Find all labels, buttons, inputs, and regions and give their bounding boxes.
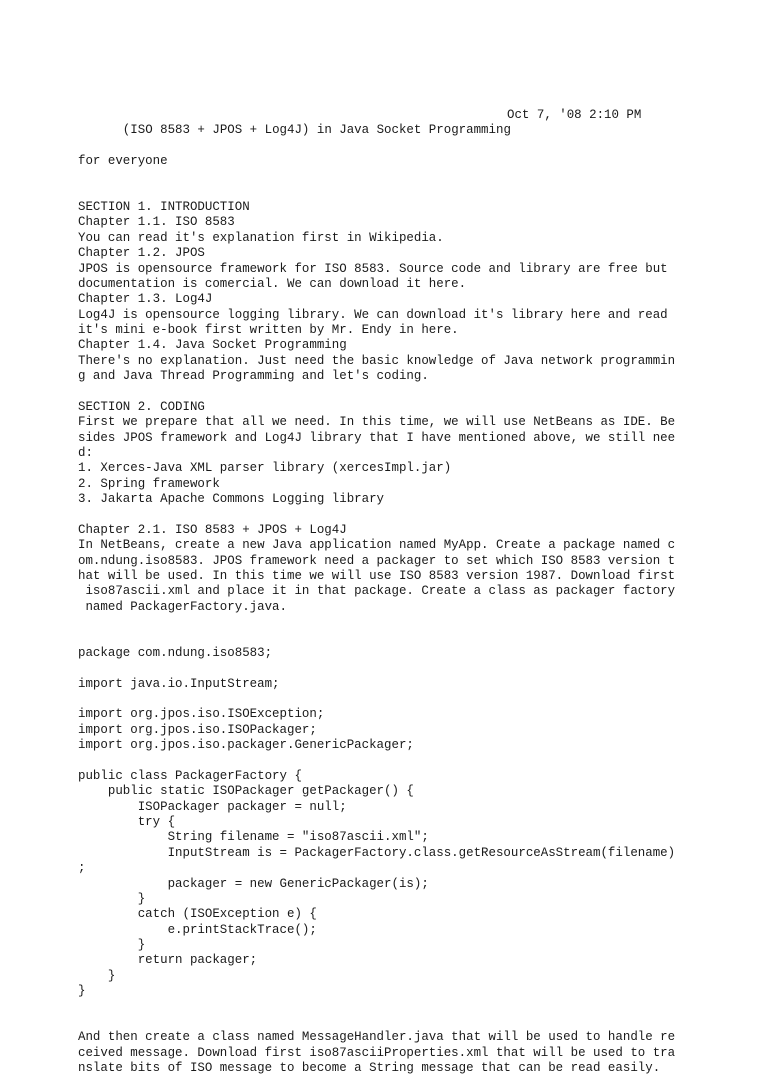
text-line: d: — [78, 446, 93, 460]
text-line — [78, 615, 675, 630]
text-line: 1. Xerces-Java XML parser library (xercesImpl.jar) — [78, 461, 452, 476]
text-line: There's no explanation. Just need the basic knowledge of Java network programmin — [78, 353, 676, 368]
text-line — [78, 754, 675, 769]
text-line: e.printStackTrace(); — [78, 922, 317, 937]
text-line: 2. Spring framework — [78, 476, 220, 491]
text-line: } — [78, 891, 146, 906]
document-body — [78, 77, 675, 1076]
text-line: sides JPOS framework and Log4J library that I have mentioned above, we still nee — [78, 430, 676, 445]
text-line — [78, 661, 675, 676]
text-line: First we prepare that all we need. In this time, we will use NetBeans as IDE. Be — [78, 415, 676, 430]
text-line: And then create a class named MessageHandler.java that will be used to handle re — [78, 1030, 676, 1045]
text-line — [78, 692, 675, 707]
text-line: public static ISOPackager getPackager() { — [78, 784, 414, 799]
text-line — [78, 1000, 675, 1015]
text-line: SECTION 2. CODING — [78, 399, 205, 414]
text-line: You can read it's explanation first in Wikipedia. — [78, 230, 444, 245]
text-line: nslate bits of ISO message to become a String message that can be read easily. — [78, 1061, 661, 1075]
text-line: hat will be used. In this time we will use ISO 8583 version 1987. Download first — [78, 569, 676, 583]
document-audience: for everyone — [78, 153, 168, 168]
text-line: it's mini e-book first written by Mr. Endy in here. — [78, 323, 459, 337]
text-line: ISOPackager packager = null; — [78, 799, 347, 814]
text-line: In NetBeans, create a new Java application named MyApp. Create a package named c — [78, 538, 676, 553]
text-line — [78, 385, 675, 400]
text-line: Chapter 1.2. JPOS — [78, 246, 205, 261]
text-line: JPOS is opensource framework for ISO 8583. Source code and library are free but — [78, 261, 668, 276]
text-line: named PackagerFactory.java. — [78, 599, 287, 614]
text-line: } — [78, 968, 116, 983]
text-line: catch (ISOException e) { — [78, 907, 317, 922]
text-line: public class PackagerFactory { — [78, 768, 302, 783]
text-line: } — [78, 938, 146, 952]
text-line: Log4J is opensource logging library. We can download it's library here and read — [78, 307, 668, 322]
text-line: package com.ndung.iso8583; — [78, 645, 273, 660]
text-line: InputStream is = PackagerFactory.class.getResourceAsStream(filename) — [78, 845, 676, 860]
text-line: packager = new GenericPackager(is); — [78, 876, 429, 891]
text-line: g and Java Thread Programming and let's coding. — [78, 369, 429, 384]
text-line: import java.io.InputStream; — [78, 676, 280, 691]
text-line: om.ndung.iso8583. JPOS framework need a packager to set which ISO 8583 version t — [78, 553, 676, 568]
text-line: } — [78, 984, 86, 999]
text-line: import org.jpos.iso.packager.GenericPackager; — [78, 738, 414, 753]
text-line: 3. Jakarta Apache Commons Logging library — [78, 492, 385, 507]
text-line: String filename = "iso87ascii.xml"; — [78, 830, 429, 845]
text-line: SECTION 1. INTRODUCTION — [78, 200, 250, 214]
text-line — [78, 631, 675, 646]
text-line: ; — [78, 861, 86, 876]
document-title: (ISO 8583 + JPOS + Log4J) in Java Socket Programming — [122, 123, 511, 138]
text-line: import org.jpos.iso.ISOException; — [78, 707, 325, 722]
text-line: Chapter 1.4. Java Socket Programming — [78, 338, 347, 353]
text-line: Chapter 1.3. Log4J — [78, 292, 213, 307]
text-line: documentation is comercial. We can download it here. — [78, 276, 467, 291]
text-line: import org.jpos.iso.ISOPackager; — [78, 722, 317, 737]
text-line: ceived message. Download first iso87asciiProperties.xml that will be used to tra — [78, 1045, 676, 1060]
document-date: Oct 7, '08 2:10 PM — [507, 107, 642, 122]
text-line: try { — [78, 815, 176, 829]
document-header — [78, 107, 675, 138]
text-line: Chapter 1.1. ISO 8583 — [78, 215, 235, 230]
text-line: Chapter 2.1. ISO 8583 + JPOS + Log4J — [78, 522, 347, 537]
text-line: return packager; — [78, 953, 258, 968]
text-line — [78, 1015, 675, 1030]
text-line: iso87ascii.xml and place it in that package. Create a class as packager factory — [78, 584, 676, 599]
text-line — [78, 508, 675, 523]
